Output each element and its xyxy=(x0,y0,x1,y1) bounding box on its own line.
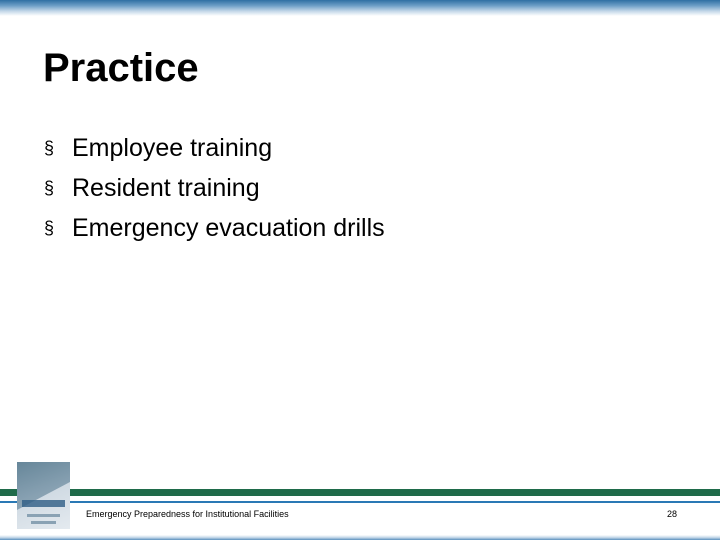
footer-blue-line xyxy=(0,501,720,503)
page-number: 28 xyxy=(666,509,677,519)
bullet-text: Employee training xyxy=(72,133,273,162)
list-item xyxy=(44,208,385,248)
bottom-gradient-bar xyxy=(0,535,720,540)
footer-green-band xyxy=(0,489,720,496)
bullet-icon: § xyxy=(44,178,55,198)
list-item xyxy=(44,128,385,168)
bullet-icon: § xyxy=(44,218,55,238)
list-item xyxy=(44,168,385,208)
footer-text: Emergency Preparedness for Institutional Facilities xyxy=(86,509,289,519)
bullet-icon: § xyxy=(44,138,55,158)
slide-title: Practice xyxy=(43,46,199,90)
bullet-list xyxy=(44,128,385,248)
top-gradient-bar xyxy=(0,0,720,16)
bullet-text: Emergency evacuation drills xyxy=(72,213,385,242)
logo-icon xyxy=(17,462,70,529)
bullet-text: Resident training xyxy=(72,173,260,202)
